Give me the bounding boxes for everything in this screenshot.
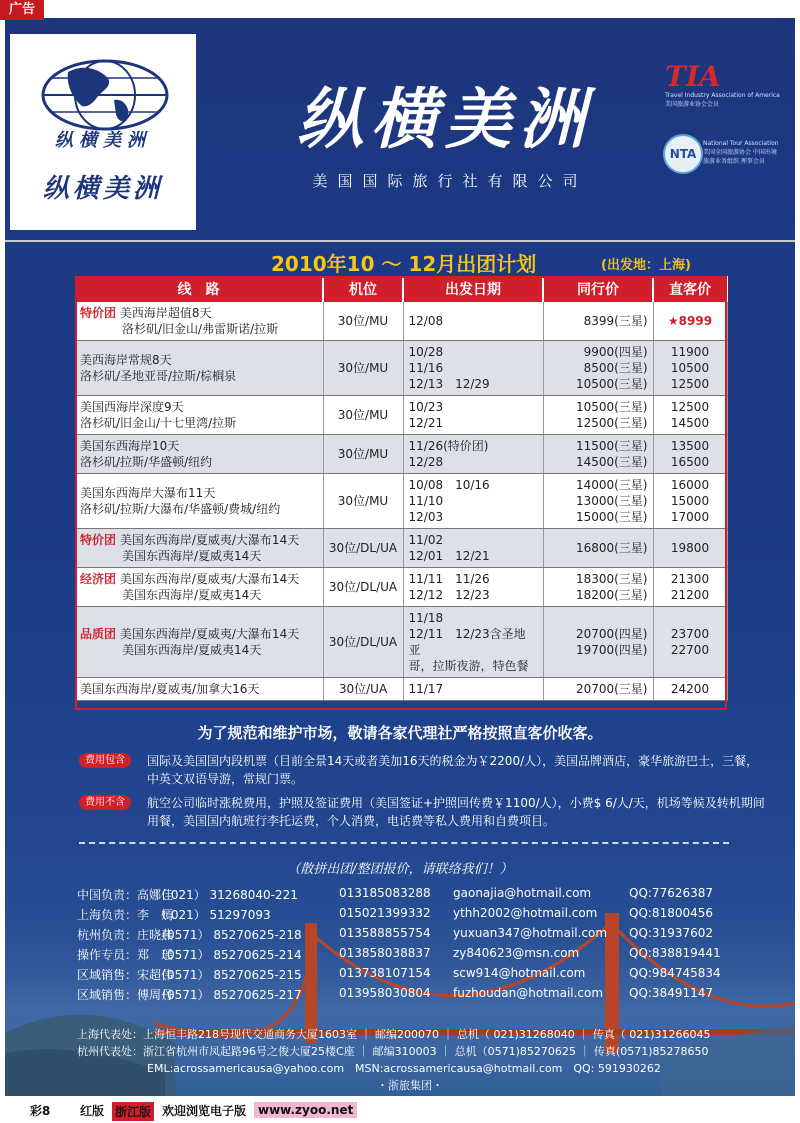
contact-tel: （ 021） 31268040-221 (155, 888, 298, 902)
direct-price-value: 24200 (670, 682, 710, 696)
contacts-list (77, 884, 737, 1004)
schedule-table (75, 276, 728, 701)
contact-qq: QQ:31937602 (629, 926, 714, 940)
contact-mobile: 013738107154 (339, 966, 431, 980)
page-footer (0, 1096, 800, 1123)
departure-date-cell (403, 568, 543, 607)
peer-price-value: 8500(三星) (583, 361, 648, 375)
route-tag: 品质团 (80, 627, 117, 641)
peer-price-cell (543, 568, 653, 607)
schedule-body (75, 302, 727, 701)
route-cell (75, 607, 323, 678)
footer-welcome: 欢迎浏览电子版 (162, 1104, 247, 1118)
direct-price-value: 16500 (670, 455, 710, 469)
brand-title: 纵横美洲 (297, 80, 593, 158)
route-cities: 洛杉矶/旧金山/十七里湾/拉斯 (80, 416, 237, 430)
direct-price-value: 21300 (670, 572, 710, 586)
seat-cell: 30位/UA (323, 678, 403, 701)
contact-role: 杭州负责：庄晓燕 (77, 928, 174, 942)
contact-mobile: 013858038837 (339, 946, 431, 960)
contact-email[interactable]: scw914@hotmail.com (453, 966, 586, 980)
route-name: 美国东西海岸10天 (80, 439, 180, 453)
peer-price-value: 9900(四星) (583, 345, 648, 359)
departure-date-cell (403, 474, 543, 529)
peer-price-cell (543, 529, 653, 568)
departure-date-value: 12/08 (408, 314, 444, 328)
peer-price-cell (543, 341, 653, 396)
departure-date-cell (403, 396, 543, 435)
table-row (75, 435, 727, 474)
departure-date-value: 11/26(特价团) (408, 439, 489, 453)
departure-date-cell (403, 678, 543, 701)
peer-price-cell (543, 435, 653, 474)
departure-date-cell (403, 607, 543, 678)
contact-row (77, 924, 737, 944)
direct-price-cell (653, 435, 727, 474)
route-cell (75, 529, 323, 568)
seat-cell: 30位/MU (323, 341, 403, 396)
contact-row (77, 944, 737, 964)
table-row (75, 529, 727, 568)
peer-price-value: 16800(三星) (575, 541, 648, 555)
route-name: 美国西海岸深度9天 (80, 400, 184, 414)
route-cities: 洛杉矶/拉斯/华盛顿/纽约 (80, 455, 213, 469)
contact-tel: （0571） 85270625-218 (155, 928, 302, 942)
contact-row (77, 904, 737, 924)
route-cities: 洛杉矶/旧金山/弗雷斯诺/拉斯 (122, 322, 279, 336)
contact-mobile: 013588855754 (339, 926, 431, 940)
nta-caption-en: National Tour Association (703, 140, 779, 147)
header-seat: 机位 (323, 276, 403, 302)
company-logo (10, 34, 196, 230)
departure-date-value: 10/28 (408, 345, 444, 359)
departure-date-cell (403, 435, 543, 474)
nta-caption (703, 140, 783, 165)
peer-price-value: 10500(三星) (575, 377, 648, 391)
contact-role: 上海负责：李 嫣 (77, 908, 174, 922)
route-cell (75, 396, 323, 435)
tia-badge (665, 60, 780, 108)
route-cell (75, 435, 323, 474)
departure-date-value: 10/23 (408, 400, 444, 414)
nta-caption-cn: 美国全国旅游协会 中国出境旅游业务组织 理事会员 (703, 149, 777, 165)
tia-logo: TIA (665, 60, 721, 93)
departure-date-value: 12/11 12/23含圣地亚 (408, 627, 526, 657)
peer-price-cell (543, 607, 653, 678)
direct-price-value: 10500 (670, 361, 710, 375)
peer-price-value: 8399(三星) (583, 314, 648, 328)
globe-icon (38, 56, 172, 134)
seat-cell: 30位/MU (323, 435, 403, 474)
direct-price-cell (653, 529, 727, 568)
contact-qq: QQ:38491147 (629, 986, 714, 1000)
direct-price-value: 12500 (670, 377, 710, 391)
peer-price-value: 10500(三星) (575, 400, 648, 414)
route-name: 美国东西海岸大瀑布11天 (80, 486, 216, 500)
contact-qq: QQ:984745834 (629, 966, 721, 980)
route-name: 美国东西海岸/夏威夷/加拿大16天 (80, 682, 260, 696)
footer-page-number: 彩8 (30, 1104, 51, 1118)
contact-mobile: 013958030804 (339, 986, 431, 1000)
logo-caption-big: 纵横美洲 (42, 174, 163, 204)
table-row (75, 474, 727, 529)
fee-excluded-text: 航空公司临时涨税费用，护照及签证费用（美国签证+护照回传费￥1100/人），小费$ 6/人/天，机场等候及转机期间用餐，美国国内航班行李托运费，个人消费，电话费等私人费用和自费项目。 (147, 796, 765, 828)
route-cities: 洛杉矶/圣地亚哥/拉斯/棕榈泉 (80, 369, 237, 383)
seat-cell: 30位/DL/UA (323, 529, 403, 568)
departure-date-value: 12/21 (408, 416, 444, 430)
contact-tel: （0571） 85270625-215 (155, 968, 302, 982)
departure-date-cell (403, 302, 543, 341)
ad-panel (5, 18, 795, 1108)
footer-zj-badge: 浙江版 (112, 1102, 154, 1121)
peer-price-cell (543, 474, 653, 529)
plan-title: 2010年10 ～ 12月出团计划 (271, 252, 537, 276)
office-hangzhou: 杭州代表处：浙江省杭州市凤起路96号之俊大厦25楼C座 ｜ 邮编310003 ｜ 总机（0571)85270625 ｜ 传真(0571)85278650 (77, 1045, 709, 1058)
header-route: 线 路 (75, 276, 323, 302)
office-email-line: EML:acrossamericausa@yahoo.com MSN:acrossamericausa@hotmail.com QQ: 591930262 (147, 1062, 661, 1075)
direct-price-value: 15000 (670, 494, 710, 508)
departure-date-value: 12/01 12/21 (408, 549, 490, 563)
peer-price-value: 14500(三星) (575, 455, 648, 469)
peer-price-value: 20700(三星) (575, 682, 648, 696)
peer-price-value: 15000(三星) (575, 510, 648, 524)
route-cell (75, 568, 323, 607)
peer-price-value: 13000(三星) (575, 494, 648, 508)
header-peer-price: 同行价 (543, 276, 653, 302)
contact-qq: QQ:838819441 (629, 946, 721, 960)
direct-price-cell (653, 678, 727, 701)
section-divider (79, 842, 729, 844)
peer-price-value: 20700(四星) (575, 627, 648, 641)
table-header-row (75, 276, 727, 302)
peer-price-value: 11500(三星) (575, 439, 648, 453)
table-row (75, 607, 727, 678)
contact-role: 中国负责：高娜佳 (77, 888, 174, 902)
departure-date-value: 12/03 (408, 510, 444, 524)
fee-excluded (79, 794, 769, 830)
departure-date-value: 12/13 12/29 (408, 377, 490, 391)
brand-subtitle: 美国国际旅行社有限公司 (312, 172, 588, 190)
office-info (77, 1026, 777, 1094)
direct-price-cell (653, 302, 727, 341)
contact-row (77, 964, 737, 984)
table-row (75, 302, 727, 341)
direct-price-cell (653, 607, 727, 678)
route-name: 美西海岸常规8天 (80, 353, 172, 367)
departure-date-cell (403, 529, 543, 568)
route-tag: 经济团 (80, 572, 117, 586)
direct-price-cell (653, 568, 727, 607)
departure-date-cell (403, 341, 543, 396)
contact-qq: QQ:77626387 (629, 886, 714, 900)
departure-date-value: 10/08 10/16 (408, 478, 490, 492)
route-name: 美国东西海岸/夏威夷/大瀑布14天 (119, 533, 300, 547)
seat-cell: 30位/DL/UA (323, 607, 403, 678)
direct-price-value: 21200 (670, 588, 710, 602)
route-cell (75, 474, 323, 529)
header-divider (5, 240, 795, 242)
peer-price-value: 18200(三星) (575, 588, 648, 602)
contact-role: 区域销售：傅周丹 (77, 988, 174, 1002)
route-tag: 特价团 (80, 533, 117, 547)
nta-logo: NTA (663, 134, 703, 174)
header-direct-price: 直客价 (653, 276, 727, 302)
table-row (75, 396, 727, 435)
contact-qq: QQ:81800456 (629, 906, 714, 920)
peer-price-value: 14000(三星) (575, 478, 648, 492)
contact-role: 区域销售：宋超伟 (77, 968, 174, 982)
departure-date-value: 12/28 (408, 455, 444, 469)
direct-price-value: 23700 (670, 627, 710, 641)
footer-edition: 红版 (80, 1104, 105, 1118)
seat-cell: 30位/DL/UA (323, 568, 403, 607)
footer-url-link[interactable]: www.zyoo.net (254, 1102, 357, 1118)
route-name: 美国东西海岸/夏威夷/大瀑布14天 (119, 627, 300, 641)
direct-price-value: 16000 (670, 478, 710, 492)
peer-price-cell (543, 678, 653, 701)
peer-price-cell (543, 396, 653, 435)
contact-tel: （0571） 85270625-214 (155, 948, 302, 962)
peer-price-value: 19700(四星) (575, 643, 648, 657)
direct-price-value: 12500 (670, 400, 710, 414)
tia-caption-cn: 美国旅游业协会会员 (665, 101, 720, 108)
office-shanghai: 上海代表处：上海恒丰路218号现代交通商务大厦1603室 ｜ 邮编200070 ｜ 总机（ 021)31268040 ｜ 传真（ 021)31266045 (77, 1028, 711, 1041)
direct-price-value: 13500 (670, 439, 710, 453)
departure-date-value: 哥，拉斯夜游，特色餐 (408, 659, 529, 673)
route-cell (75, 678, 323, 701)
office-group: ・浙旅集团・ (377, 1079, 443, 1092)
header-dates: 出发日期 (403, 276, 543, 302)
direct-price-value: ★8999 (667, 314, 713, 328)
fee-excluded-badge: 费用不含 (79, 795, 131, 810)
seat-cell: 30位/MU (323, 396, 403, 435)
contact-mobile: 015021399332 (339, 906, 431, 920)
route-name: 美国东西海岸/夏威夷/大瀑布14天 (119, 572, 300, 586)
peer-price-value: 12500(三星) (575, 416, 648, 430)
contact-mobile: 013185083288 (339, 886, 431, 900)
schedule-table-wrap (75, 276, 727, 701)
contact-role: 操作专员：郑 瑶 (77, 948, 174, 962)
route-cities: 美国东西海岸/夏威夷14天 (122, 588, 262, 602)
logo-caption-small: 纵横美洲 (55, 130, 151, 151)
direct-price-cell (653, 341, 727, 396)
direct-price-value: 14500 (670, 416, 710, 430)
tia-caption-en: Travel Industry Association of America (665, 92, 780, 99)
seat-cell: 30位/MU (323, 474, 403, 529)
contact-tel: （0571） 85270625-217 (155, 988, 302, 1002)
route-cities: 美国东西海岸/夏威夷14天 (122, 549, 262, 563)
route-cities: 美国东西海岸/夏威夷14天 (122, 643, 262, 657)
contact-row (77, 984, 737, 1004)
direct-price-value: 17000 (670, 510, 710, 524)
fee-included (79, 752, 769, 788)
route-cell (75, 302, 323, 341)
direct-price-cell (653, 396, 727, 435)
direct-price-value: 11900 (670, 345, 710, 359)
contact-email[interactable]: ythh2002@hotmail.com (453, 906, 598, 920)
direct-price-value: 19800 (670, 541, 710, 555)
peer-price-value: 18300(三星) (575, 572, 648, 586)
direct-price-value: 22700 (670, 643, 710, 657)
contact-email[interactable]: zy840623@msn.com (453, 946, 580, 960)
route-cell (75, 341, 323, 396)
table-row (75, 568, 727, 607)
fee-included-text: 国际及美国国内段机票（目前全景14天或者美加16天的税金为￥2200/人），美国品牌酒店，豪华旅游巴士，三餐，中英文双语导游，常规门票。 (147, 754, 759, 786)
direct-price-cell (653, 474, 727, 529)
contact-email[interactable]: gaonajia@hotmail.com (453, 886, 592, 900)
pricing-notice: 为了规范和维护市场，敬请各家代理社严格按照直客价收客。 (197, 724, 603, 742)
peer-price-cell (543, 302, 653, 341)
departure-date-value: 11/11 11/26 (408, 572, 490, 586)
departure-date-value: 11/10 (408, 494, 444, 508)
route-tag: 特价团 (80, 306, 117, 320)
contact-heading: （散拼出团/整团报价，请联络我们！） (287, 862, 513, 877)
departure-date-value: 11/17 (408, 682, 444, 696)
seat-cell: 30位/MU (323, 302, 403, 341)
table-row (75, 678, 727, 701)
plan-title-bar (5, 248, 795, 278)
table-row (75, 341, 727, 396)
contact-email[interactable]: yuxuan347@hotmail.com (453, 926, 608, 940)
plan-departure: (出发地：上海) (601, 258, 691, 273)
contact-email[interactable]: fuzhoudan@hotmail.com (453, 986, 604, 1000)
contact-tel: （ 021） 51297093 (155, 908, 271, 922)
fee-included-badge: 费用包含 (79, 753, 131, 768)
departure-date-value: 11/16 (408, 361, 444, 375)
departure-date-value: 12/12 12/23 (408, 588, 490, 602)
departure-date-value: 11/02 (408, 533, 444, 547)
route-cities: 洛杉矶/拉斯/大瀑布/华盛顿/费城/纽约 (80, 502, 281, 516)
departure-date-value: 11/18 (408, 611, 444, 625)
ad-tag: 广告 (0, 0, 44, 20)
route-name: 美西海岸超值8天 (119, 306, 212, 320)
contact-row (77, 884, 737, 904)
